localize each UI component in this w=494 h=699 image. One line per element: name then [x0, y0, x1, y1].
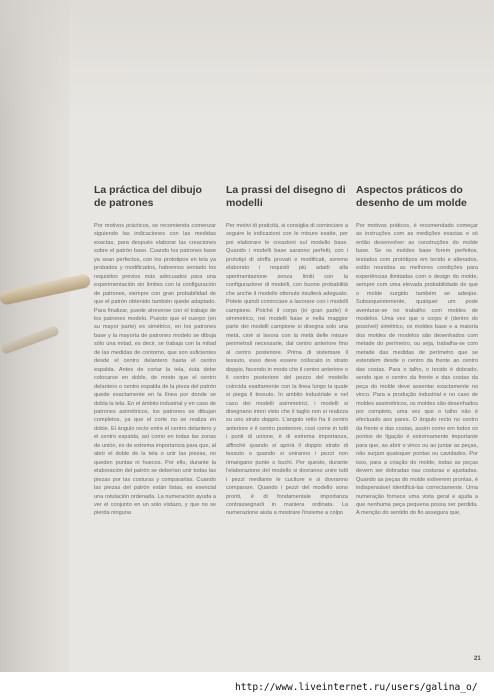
- footer-url-link[interactable]: http://www.liveinternet.ru/users/galina_o/: [235, 682, 478, 693]
- column-title-spanish: La práctica del dibujo de patrones: [94, 184, 202, 209]
- column-italian: [226, 184, 348, 518]
- column-title-italian: La prassi del disegno di modelli: [226, 184, 346, 209]
- page-number: 21: [474, 656, 481, 662]
- page-top-shading: [0, 0, 494, 120]
- column-body-italian: Per motivi di praticità, si consiglia di cominciare a seguire le indicazioni con le misure esatte, per poi elaborare le creazioni sul modello base. Quando i modelli base saranno perfetti, con i prototipi di stoffa provati e modificati, avremo elaborato i requisiti più adatti alla sperimentazione senza limiti con la configurazione di modelli, con buone probabilità che anche il modello ottenuto risulterà adeguato. Potete quindi cominciare a lavorare con i modelli campione. Poiché il corpo (in gran parte) è simmetrico, nei modelli base e nella maggior parte dei modelli campione si disegna solo una metà, cioè si lavora con la metà delle misure perimetrali necessarie, dal centro anteriore fino al centro posteriore. Prima di sistemare il tessuto, esso deve essere collocato in strato doppio, facendo in modo che il centro anteriore o il centro posteriore del pezzo del modello coincida esattamente con la linea lungo la quale si piega il tessuto. In ambito industriale e nel caso dei modelli asimmetrici, i modelli si disegnano interi visto che il taglio non si realizza su uno strato doppio. L'angolo retto fra il centro anteriore e il centro posteriore, così come in tutti i punti di unione, è di estrema importanza, affinché quando si aprirà il doppio strato di tessuto o quando si uniranno i pezzi non rimangano punte o buchi. Per questo, durante l'elaborazione del modello si dovranno unire tutti i pezzi mediante le cuciture e si dovranno comparare. Quando i pezzi del modello sono pronti, è di fondamentale importanza contrassegnarli in maniera ordinata. La numerazione aiuta a mostrare l'insieme a colpo: [226, 223, 348, 517]
- column-spanish: [94, 184, 216, 518]
- column-body-spanish: Por motivos prácticos, se recomienda comenzar siguiendo las indicaciones con las medidas exactas, para después elaborar las creaciones sobre el patrón base. Cuando los patrones base ya sean perfectos, con los prototipos en tela ya probados y modificados, habremos sentado los requisitos previos más adecuados para una experimentación sin límites con la configuración de patrones, siempre con gran probabilidad de que el patrón obtenido también quede adaptado. Para finalizar, puede atreverse con el trabajo de los patrones modelo. Puesto que el cuerpo (en su mayor parte) es simétrico, en los patrones base y la mayoría de patrones modelo se dibuja sólo una mitad, es decir, se trabaja con la mitad de las medidas de contorno, que son suficientes desde el centro delantero hasta el centro espalda. Antes de cortar la tela, ésta debe colocarse en doble, de modo que el centro delantero o centro espalda de la pieza del patrón quede exactamente en la línea por donde se dobla la tela. En el ámbito industrial y en caso de patrones asimétricos, los patrones se dibujan completos, ya que el corte no se realiza en doble. El ángulo recto entre el centro delantero y el centro espalda, así como en todas las zonas de unión, es de extrema importancia para que, al abrir el doble de la tela o unir las piezas, no queden puntas ni huecos. Por ello, durante la elaboración del patrón se deberían unir todas las piezas por las costuras y compararlas. Cuando las piezas del patrón están listas, es esencial una rotulación ordenada. La numeración ayuda a ver el conjunto en un solo vistazo, y que no se pierda ninguna: [94, 223, 216, 517]
- column-body-portuguese: Por motivos práticos, é recomendado começar as instruções com as medições exactas e só então desenvolver as construções do molde base. Se os moldes base forem perfeitos, testados com protótipos em tecido e alterados, estão reunidas as melhores condições para experiências ilimitadas com o design do molde, sempre com uma elevada probabilidade de que o molde surgido também se adeqúe. Subsequentemente, qualquer um pode aventurar-se no trabalho com moldes de modelos. Uma vez que o corpo é (dentro do possível) simétrico, os moldes base e a maioria dos moldes de modelos são desenhados com metade do perímetro, ou seja, trabalha-se com metade das medidas de perímetro que se estendem desde o centro da frente ao centro das costas. Para o talho, o tecido é dobrado, sendo que o centro da frente e das costas da peça do molde deve assentar exactamente no vinco. Para a produção industrial e no caso de moldes assimétricos, os moldes são desenhados por completo, uma vez que o talho não é efectuado aos pares. O ângulo recto no centro da frente e das costas, assim como em todos os pontos de ligação é extremamente importante para que, ao abrir o vinco ou ao juntar as peças, não surjam quaisquer pontas ou cavidades. Por isso, para a criação do molde, todas as peças devem ser dobradas nas costuras e ajustadas. Quando as peças do molde estiverem prontas, é indispensável identificá-las correctamente. Uma numeração fornece uma vista geral e ajuda a que nenhuma peça pequena possa ser perdida. A menção do sentido do fio assegura que,: [356, 223, 478, 517]
- column-portuguese: [356, 184, 478, 518]
- column-title-portuguese: Aspectos práticos do desenho de um molde: [356, 184, 467, 209]
